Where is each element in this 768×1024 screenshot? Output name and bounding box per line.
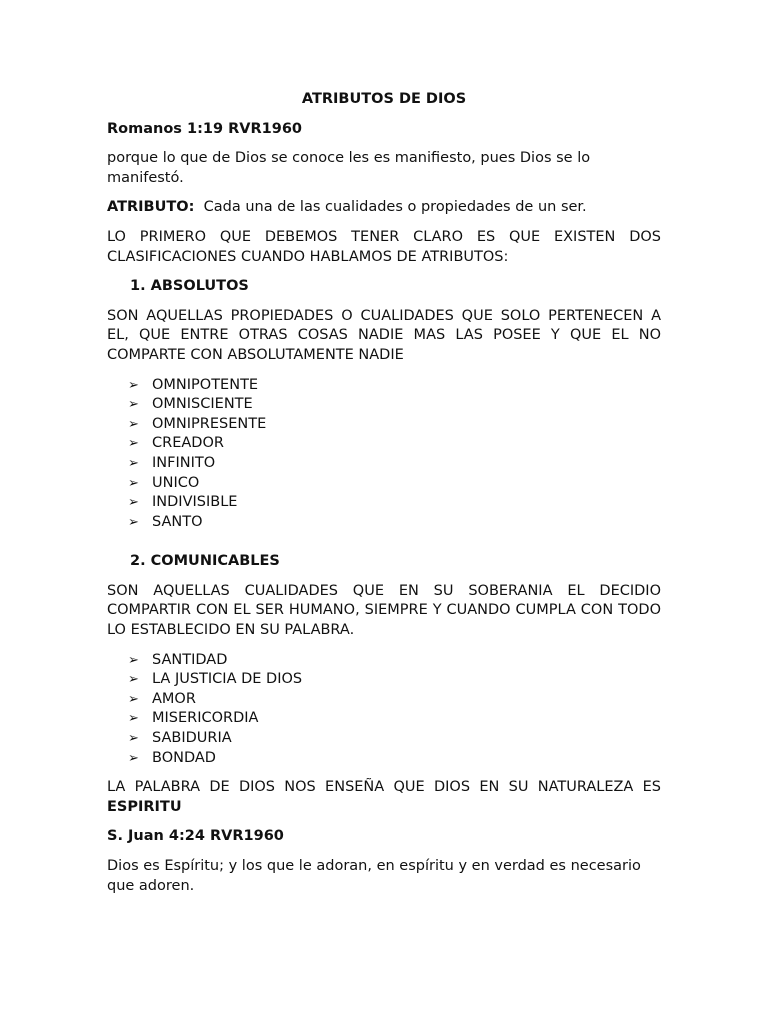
definition-term: ATRIBUTO:: [107, 199, 195, 216]
list-item: ➢ AMOR: [107, 690, 661, 710]
list-item: ➢ OMNIPRESENTE: [107, 415, 661, 435]
arrowhead-bullet-icon: ➢: [128, 691, 139, 707]
arrowhead-bullet-icon: ➢: [128, 711, 139, 727]
arrowhead-bullet-icon: ➢: [128, 475, 139, 491]
arrowhead-bullet-icon: ➢: [128, 397, 139, 413]
arrowhead-bullet-icon: ➢: [128, 514, 139, 530]
scripture-reference-romans: Romanos 1:19 RVR1960: [107, 120, 303, 137]
list-item: ➢ OMNISCIENTE: [107, 395, 661, 415]
arrowhead-bullet-icon: ➢: [128, 652, 139, 668]
arrowhead-bullet-icon: ➢: [128, 672, 139, 688]
list-item: ➢ SABIDURIA: [107, 729, 661, 749]
list-item: ➢ UNICO: [107, 474, 661, 494]
closing-emphasis: ESPIRITU: [107, 798, 182, 815]
list-item: ➢ MISERICORDIA: [107, 709, 661, 729]
list-item: ➢ SANTIDAD: [107, 651, 661, 671]
arrowhead-bullet-icon: ➢: [128, 416, 139, 432]
arrowhead-bullet-icon: ➢: [128, 731, 139, 747]
verse-juan: Dios es Espíritu; y los que le adoran, en espíritu y en verdad es necesario que adoren.: [107, 858, 641, 894]
list-item: ➢ INFINITO: [107, 454, 661, 474]
list-item: ➢ SANTO: [107, 513, 661, 533]
document-page: [107, 90, 661, 906]
list-item: ➢ CREADOR: [107, 434, 661, 454]
spacer: [107, 542, 661, 552]
closing-text: LA PALABRA DE DIOS NOS ENSEÑA QUE DIOS EN SU NATURALEZA ES: [107, 779, 661, 796]
list-item: ➢ BONDAD: [107, 749, 661, 769]
section-heading-comunicables: 2. COMUNICABLES: [130, 553, 280, 570]
arrowhead-bullet-icon: ➢: [128, 455, 139, 471]
document-title: ATRIBUTOS DE DIOS: [301, 91, 467, 107]
section-heading-absolutos: 1. ABSOLUTOS: [130, 278, 249, 295]
verse-romans: porque lo que de Dios se conoce les es manifiesto, pues Dios se lo manifestó.: [107, 150, 591, 186]
arrowhead-bullet-icon: ➢: [128, 377, 139, 393]
list-item: ➢ OMNIPOTENTE: [107, 376, 661, 396]
section-description-comunicables: SON AQUELLAS CUALIDADES QUE EN SU SOBERANIA EL DECIDIO COMPARTIR CON EL SER HUMANO, SIEMPRE Y CUANDO CUMPLA CON TODO LO ESTABLECIDO EN SU PALABRA.: [107, 582, 661, 639]
section-description-absolutos: SON AQUELLAS PROPIEDADES O CUALIDADES QUE SOLO PERTENECEN A EL, QUE ENTRE OTRAS COSAS NADIE MAS LAS POSEE Y QUE EL NO COMPARTE CON ABSOLUTAMENTE NADIE: [107, 307, 661, 363]
arrowhead-bullet-icon: ➢: [128, 495, 139, 511]
intro-paragraph: LO PRIMERO QUE DEBEMOS TENER CLARO ES QUE EXISTEN DOS CLASIFICACIONES CUANDO HABLAMOS DE ATRIBUTOS:: [107, 228, 661, 265]
definition-paragraph: [107, 198, 661, 218]
attribute-list-absolutos: [107, 376, 661, 533]
arrowhead-bullet-icon: ➢: [128, 750, 139, 766]
list-item: ➢ LA JUSTICIA DE DIOS: [107, 670, 661, 690]
attribute-list-comunicables: [107, 651, 661, 769]
list-item: ➢ INDIVISIBLE: [107, 493, 661, 513]
closing-paragraph: [107, 778, 661, 817]
arrowhead-bullet-icon: ➢: [128, 436, 139, 452]
scripture-reference-juan: S. Juan 4:24 RVR1960: [107, 828, 284, 845]
definition-text: Cada una de las cualidades o propiedades de un ser.: [203, 199, 587, 216]
